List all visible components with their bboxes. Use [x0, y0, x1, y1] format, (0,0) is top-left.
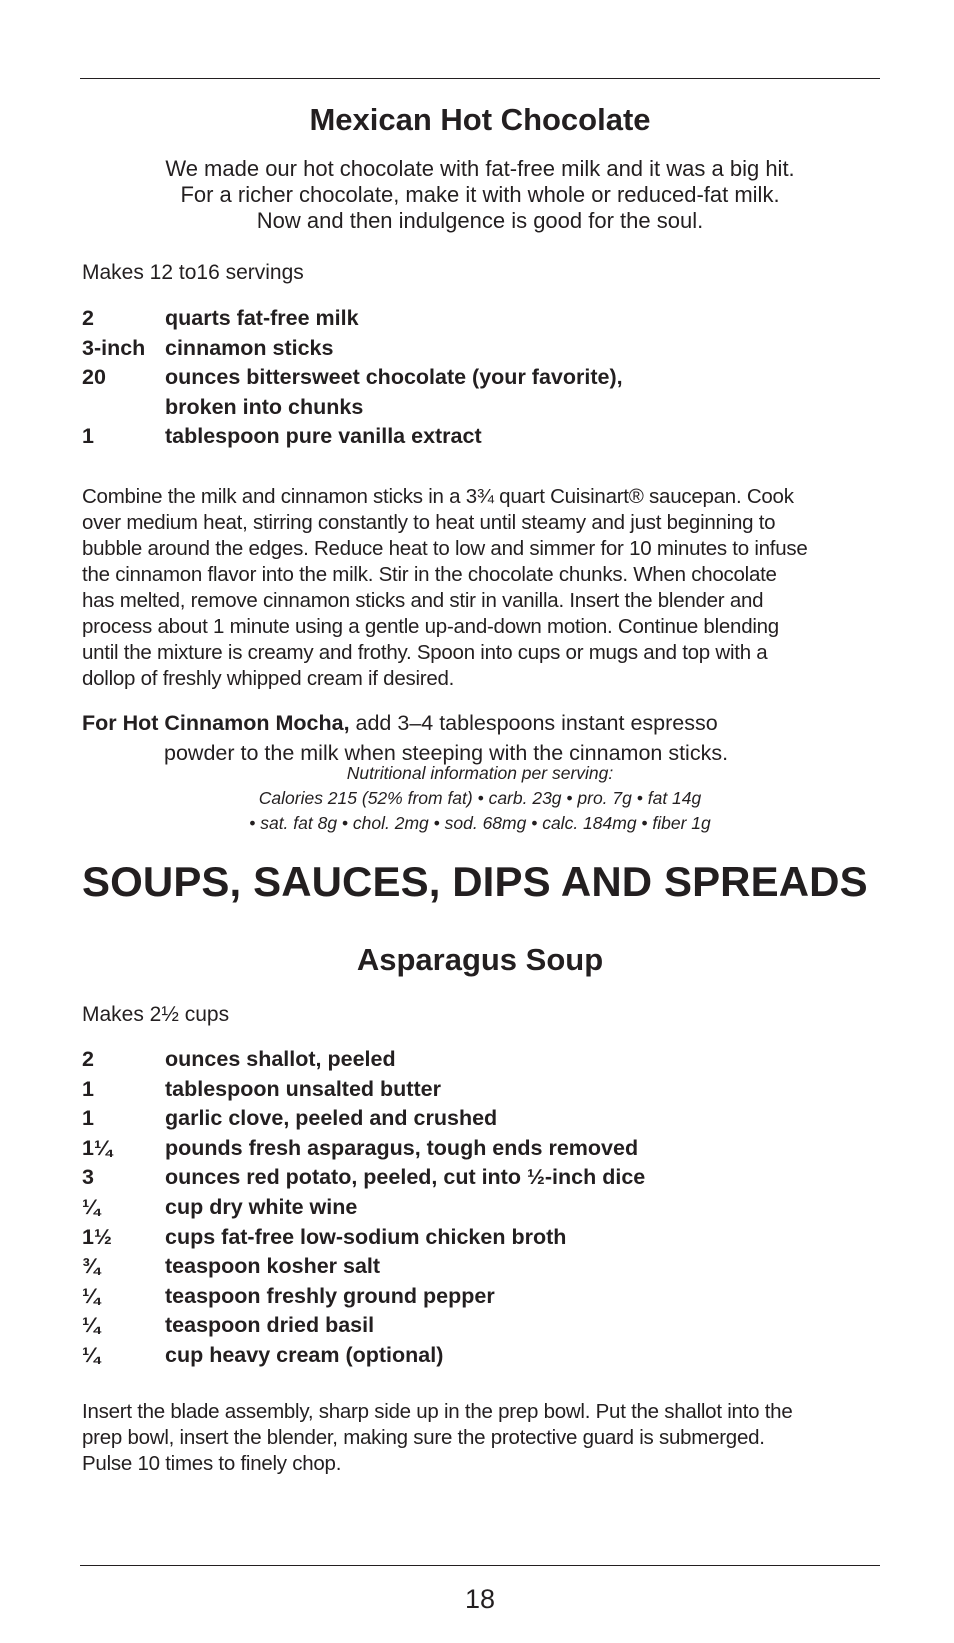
recipe-title: Mexican Hot Chocolate	[309, 102, 651, 137]
ingredient-row	[82, 1252, 842, 1282]
ingredient-text: tablespoon unsalted butter	[165, 1076, 441, 1101]
ingredient-row	[82, 334, 842, 364]
intro-line: For a richer chocolate, make it with whole or reduced-fat milk.	[180, 182, 780, 207]
ingredient-quantity: 1	[82, 1076, 94, 1101]
method-line: dollop of freshly whipped cream if desired.	[82, 667, 455, 690]
ingredient-row	[82, 1104, 842, 1134]
ingredient-row	[82, 1341, 842, 1371]
ingredient-row	[82, 1045, 842, 1075]
ingredient-row	[82, 393, 842, 423]
intro-line: We made our hot chocolate with fat-free milk and it was a big hit.	[165, 156, 795, 181]
ingredient-text: cup dry white wine	[165, 1194, 358, 1219]
page-number: 18	[464, 1584, 496, 1614]
ingredient-text: ounces shallot, peeled	[165, 1047, 396, 1071]
ingredient-text: ounces red potato, peeled, cut into ½-inch dice	[165, 1165, 646, 1190]
ingredient-text: tablespoon pure vanilla extract	[165, 424, 482, 448]
nutrition-line: • sat. fat 8g • chol. 2mg • sod. 68mg • calc. 184mg • fiber 1g	[249, 813, 711, 833]
nutrition-line: Calories 215 (52% from fat) • carb. 23g • pro. 7g • fat 14g	[258, 788, 702, 808]
section-heading: SOUPS, SAUCES, DIPS AND SPREADS	[82, 858, 868, 905]
ingredient-row	[82, 1134, 842, 1164]
ingredient-text: broken into chunks	[165, 394, 364, 419]
ingredient-quantity: 1	[82, 424, 94, 448]
method-line: until the mixture is creamy and frothy. Spoon into cups or mugs and top with a	[82, 641, 768, 664]
recipe-title: Asparagus Soup	[356, 942, 604, 977]
ingredient-text: quarts fat-free milk	[165, 306, 359, 330]
ingredient-row	[82, 1193, 842, 1223]
ingredient-quantity: 1¼	[82, 1135, 112, 1160]
ingredient-row	[82, 304, 842, 334]
ingredient-text: cups fat-free low-sodium chicken broth	[165, 1224, 567, 1249]
recipe-intro	[80, 156, 880, 234]
ingredient-quantity: ¾	[82, 1254, 100, 1279]
ingredient-row	[82, 1282, 842, 1312]
ingredient-row	[82, 1163, 842, 1193]
ingredient-text: ounces bittersweet chocolate (your favorite),	[165, 365, 623, 389]
recipe-yield: Makes 12 to16 servings	[82, 261, 304, 284]
ingredient-quantity	[82, 393, 165, 423]
method-line: Pulse 10 times to finely chop.	[82, 1452, 342, 1475]
ingredient-quantity: 2	[82, 306, 94, 330]
ingredient-row	[82, 363, 842, 393]
ingredient-quantity: ¼	[82, 1313, 100, 1338]
ingredient-quantity: 3-inch	[82, 335, 146, 360]
method-line: has melted, remove cinnamon sticks and stir in vanilla. Insert the blender and	[82, 589, 764, 612]
ingredient-text: cinnamon sticks	[165, 335, 334, 360]
ingredient-text: teaspoon kosher salt	[165, 1254, 381, 1279]
nutrition-info	[80, 761, 880, 836]
ingredient-quantity: ¼	[82, 1342, 100, 1367]
ingredient-row	[82, 422, 842, 452]
variation-label: For Hot Cinnamon Mocha,	[82, 711, 350, 735]
method-line: the cinnamon flavor into the milk. Stir in the chocolate chunks. When chocolate	[82, 563, 777, 586]
ingredient-quantity: 1½	[82, 1224, 112, 1249]
method-line: process about 1 minute using a gentle up-and-down motion. Continue blending	[82, 615, 779, 638]
method-line: Insert the blade assembly, sharp side up in the prep bowl. Put the shallot into the	[82, 1400, 793, 1423]
ingredient-text: teaspoon freshly ground pepper	[165, 1283, 495, 1308]
ingredient-text: teaspoon dried basil	[165, 1313, 375, 1338]
ingredient-list	[82, 1045, 842, 1371]
recipe-variation	[82, 708, 882, 768]
variation-text: add 3–4 tablespoons instant espresso	[349, 711, 718, 735]
recipe-yield: Makes 2½ cups	[82, 1003, 230, 1026]
ingredient-quantity: 1	[82, 1106, 94, 1131]
ingredient-text: cup heavy cream (optional)	[165, 1342, 444, 1367]
nutrition-line: Nutritional information per serving:	[346, 763, 614, 783]
top-divider	[80, 78, 880, 79]
intro-line: Now and then indulgence is good for the soul.	[256, 208, 704, 233]
method-line: Combine the milk and cinnamon sticks in a 3¾ quart Cuisinart® saucepan. Cook	[82, 485, 794, 508]
ingredient-row	[82, 1075, 842, 1105]
ingredient-quantity: 2	[82, 1047, 94, 1071]
ingredient-quantity: ¼	[82, 1194, 100, 1219]
ingredient-quantity: ¼	[82, 1283, 100, 1308]
method-line: prep bowl, insert the blender, making sure the protective guard is submerged.	[82, 1426, 765, 1449]
method-line: bubble around the edges. Reduce heat to low and simmer for 10 minutes to infuse	[82, 537, 808, 560]
ingredient-text: pounds fresh asparagus, tough ends removed	[165, 1135, 639, 1160]
recipe-method	[82, 484, 872, 692]
ingredient-quantity: 3	[82, 1165, 94, 1190]
ingredient-list	[82, 304, 842, 452]
ingredient-quantity: 20	[82, 365, 106, 389]
ingredient-text: garlic clove, peeled and crushed	[165, 1106, 498, 1131]
variation-text: powder to the milk when steeping with the cinnamon sticks.	[164, 741, 729, 765]
ingredient-row	[82, 1311, 842, 1341]
bottom-divider	[80, 1565, 880, 1566]
ingredient-row	[82, 1223, 842, 1253]
recipe-method	[82, 1399, 872, 1477]
method-line: over medium heat, stirring constantly to heat until steamy and just beginning to	[82, 511, 776, 534]
